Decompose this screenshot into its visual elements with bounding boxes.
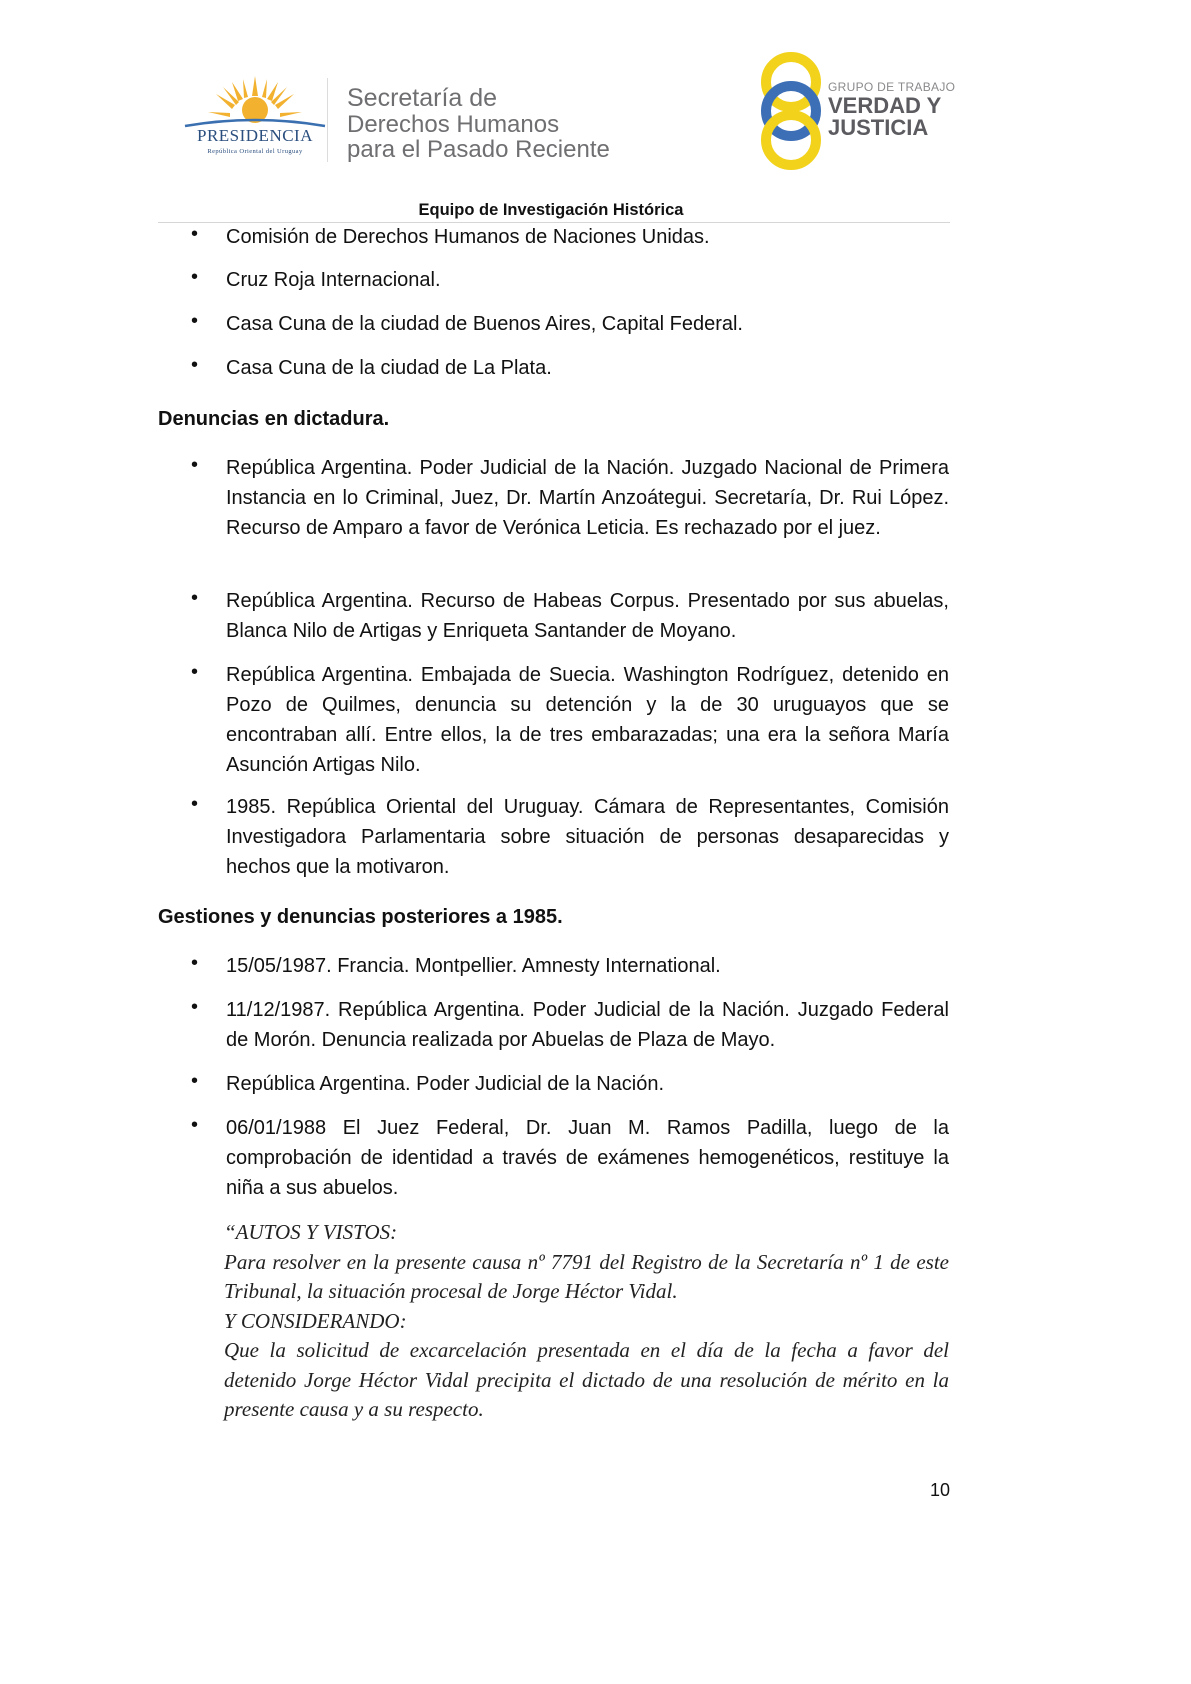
list-item-text: 11/12/1987. República Argentina. Poder Judicial de la Nación. Juzgado Federal de Morón. Denuncia realizada por Abuelas de Plaza de Mayo. — [226, 999, 949, 1051]
bullet-icon: • — [191, 454, 199, 476]
list-item-text: 1985. República Oriental del Uruguay. Cámara de Representantes, Comisión Investigadora Parlamentaria sobre situación de personas desaparecidas y hechos que la motivaron. — [226, 796, 949, 878]
list-item-text: República Argentina. Embajada de Suecia. Washington Rodríguez, detenido en Pozo de Quilmes, denuncia su detención y la de 30 uruguayos que se encontraban allí. Entre ellos, la de tres embarazadas; una era la señora María Asunción Artigas Nilo. — [226, 664, 949, 776]
bullet-icon: • — [191, 661, 199, 683]
bullet-icon: • — [191, 587, 199, 609]
rings-icon — [758, 52, 824, 170]
list-item-text: República Argentina. Poder Judicial de la Nación. — [226, 1073, 665, 1095]
list-item-text: República Argentina. Recurso de Habeas Corpus. Presentado por sus abuelas, Blanca Nilo de Artigas y Enriqueta Santander de Moyano. — [226, 590, 949, 642]
presidencia-logo — [180, 74, 330, 166]
presidencia-subtitle: República Oriental del Uruguay — [207, 148, 303, 155]
verdad-label: VERDAD Y — [828, 93, 942, 118]
bullet-icon: • — [191, 1114, 199, 1136]
justicia-label: JUSTICIA — [828, 115, 929, 140]
list-item-text: Casa Cuna de la ciudad de La Plata. — [226, 357, 552, 379]
page-number: 10 — [930, 1480, 951, 1500]
secretaria-line-2: Derechos Humanos — [347, 111, 560, 138]
list-item-text: Casa Cuna de la ciudad de Buenos Aires, Capital Federal. — [226, 313, 743, 335]
quote-paragraph-2: Que la solicitud de excarcelación presentada en el día de la fecha a favor del detenido Jorge Héctor Vidal precipita el dictado de una resolución de mérito en la presente causa y a su respecto. — [224, 1338, 949, 1421]
sun-icon — [180, 74, 330, 132]
bullet-icon: • — [191, 996, 199, 1018]
list-item-text: Cruz Roja Internacional. — [226, 269, 441, 291]
secretaria-line-1: Secretaría de — [347, 84, 498, 112]
bullet-icon: • — [191, 354, 199, 376]
presidencia-wordmark: PRESIDENCIA — [196, 126, 313, 145]
secretaria-line-3: para el Pasado Reciente — [347, 136, 610, 163]
header-divider — [327, 78, 328, 162]
bullet-icon: • — [191, 1070, 199, 1092]
quote-heading-autos: “AUTOS Y VISTOS: — [224, 1220, 398, 1244]
grupo-trabajo-label: GRUPO DE TRABAJO — [828, 80, 956, 94]
grupo-trabajo-logo — [758, 52, 958, 170]
section-heading: Gestiones y denuncias posteriores a 1985. — [158, 906, 563, 928]
list-item-text: República Argentina. Poder Judicial de la Nación. Juzgado Nacional de Primera Instancia en lo Criminal, Juez, Dr. Martín Anzoátegui. Secretaría, Dr. Rui López. Recurso de Amparo a favor de Verónica Leticia. Es rechazado por el juez. — [226, 457, 949, 539]
team-title: Equipo de Investigación Histórica — [418, 201, 684, 219]
bullet-icon: • — [191, 223, 199, 245]
bullet-icon: • — [191, 266, 199, 288]
bullet-icon: • — [191, 952, 199, 974]
list-item-text: Comisión de Derechos Humanos de Naciones Unidas. — [226, 226, 710, 248]
bullet-icon: • — [191, 793, 199, 815]
list-item-text: 15/05/1987. Francia. Montpellier. Amnesty International. — [226, 955, 721, 977]
section-heading: Denuncias en dictadura. — [158, 408, 390, 430]
bullet-icon: • — [191, 310, 199, 332]
quote-heading-considerando: Y CONSIDERANDO: — [224, 1308, 407, 1333]
list-item-text: 06/01/1988 El Juez Federal, Dr. Juan M. Ramos Padilla, luego de la comprobación de identidad a través de exámenes hemogenéticos, restituye la niña a sus abuelos. — [226, 1117, 949, 1199]
quote-paragraph-1: Para resolver en la presente causa nº 7791 del Registro de la Secretaría nº 1 de este Tribunal, la situación procesal de Jorge Héctor Vidal. — [224, 1249, 949, 1303]
court-quote — [224, 1218, 949, 1425]
secretaria-title — [347, 84, 610, 162]
